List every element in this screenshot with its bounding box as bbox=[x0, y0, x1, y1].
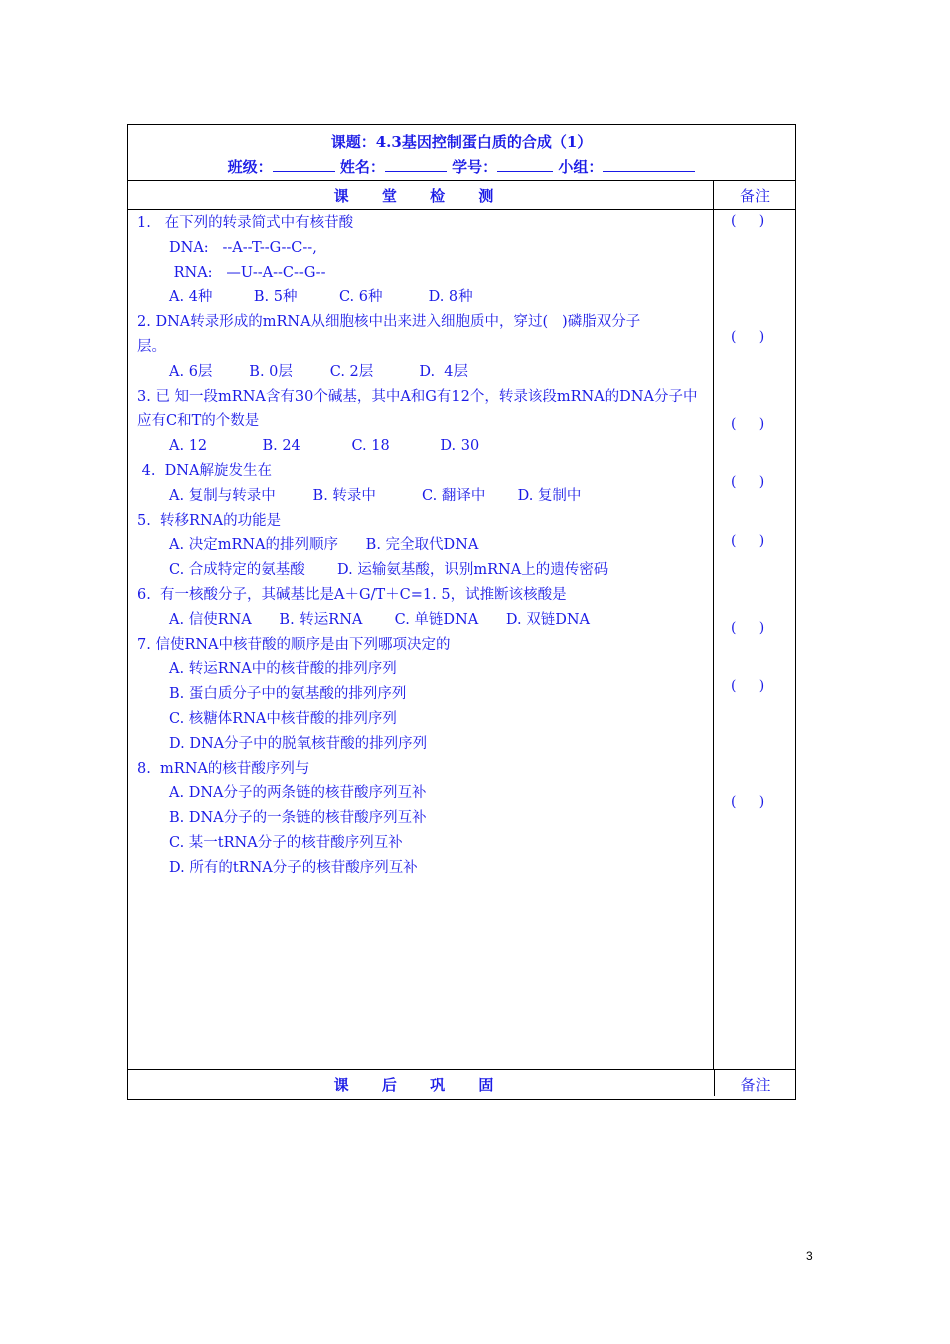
class-label: 班级： bbox=[227, 158, 273, 176]
notes-header: 备注 bbox=[714, 1070, 796, 1096]
section-title-classroom: 课 堂 检 测 bbox=[333, 187, 508, 205]
answer-option: A. DNA分子的两条链的核苷酸序列互补 bbox=[169, 785, 427, 802]
answer-option: D. 所有的tRNA分子的核苷酸序列互补 bbox=[169, 859, 418, 876]
divider bbox=[128, 1069, 795, 1070]
answer-option: B. 蛋白质分子中的氨基酸的排列序列 bbox=[169, 686, 407, 703]
answer-option: A. 转运RNA中的核苷酸的排列序列 bbox=[169, 661, 397, 678]
question-4 bbox=[137, 459, 712, 509]
column-divider bbox=[713, 180, 714, 1070]
answer-blank-7[interactable]: ( ) bbox=[731, 678, 765, 694]
class-blank[interactable] bbox=[273, 157, 335, 172]
answer-blank-4[interactable]: ( ) bbox=[731, 474, 765, 490]
answer-options: A. 4种 B. 5种 C. 6种 D. 8种 bbox=[169, 289, 473, 306]
question-3 bbox=[137, 385, 712, 459]
question-text: 层。 bbox=[137, 338, 166, 355]
answer-blank-3[interactable]: ( ) bbox=[731, 416, 765, 432]
question-8 bbox=[137, 757, 712, 881]
answer-options: A. 决定mRNA的排列顺序 B. 完全取代DNA bbox=[169, 537, 479, 554]
notes-header: 备注 bbox=[739, 187, 770, 205]
answer-blank-6[interactable]: ( ) bbox=[731, 620, 765, 636]
divider bbox=[128, 209, 795, 210]
answer-options: C. 合成特定的氨基酸 D. 运输氨基酸，识别mRNA上的遗传密码 bbox=[169, 562, 609, 579]
group-label: 小组： bbox=[558, 158, 604, 176]
answer-options: A. 12 B. 24 C. 18 D. 30 bbox=[169, 438, 480, 455]
section-title-after-class: 课 后 巩 固 bbox=[333, 1076, 508, 1094]
question-text: RNA: —U--A--C--G-- bbox=[169, 264, 326, 281]
question-text: DNA: --A--T--G--C--, bbox=[169, 239, 317, 256]
answer-option: B. DNA分子的一条链的核苷酸序列互补 bbox=[169, 810, 427, 827]
id-blank[interactable] bbox=[497, 157, 553, 172]
question-list bbox=[137, 211, 712, 881]
question-text: 2. DNA转录形成的mRNA从细胞核中出来进入细胞质中，穿过( )磷脂双分子 bbox=[137, 314, 641, 331]
answer-options: A. 6层 B. 0层 C. 2层 D. 4层 bbox=[169, 363, 469, 380]
name-blank[interactable] bbox=[385, 157, 447, 172]
question-text: 8. mRNA的核苷酸序列与 bbox=[137, 760, 310, 777]
id-label: 学号： bbox=[452, 158, 498, 176]
page-number: 3 bbox=[806, 1249, 813, 1263]
group-blank[interactable] bbox=[603, 157, 695, 172]
question-text: 7. 信使RNA中核苷酸的顺序是由下列哪项决定的 bbox=[137, 636, 451, 653]
question-text: 4. DNA解旋发生在 bbox=[137, 462, 272, 479]
question-7 bbox=[137, 633, 712, 757]
divider bbox=[128, 180, 795, 181]
question-5 bbox=[137, 509, 712, 583]
page-title: 课题：4.3基因控制蛋白质的合成（1） bbox=[330, 133, 593, 151]
answer-blank-1[interactable]: ( ) bbox=[731, 213, 765, 229]
answer-options: A. 信使RNA B. 转运RNA C. 单链DNA D. 双链DNA bbox=[169, 611, 590, 628]
question-text: 1. 在下列的转录简式中有核苷酸 bbox=[137, 215, 354, 231]
question-6 bbox=[137, 583, 712, 633]
answer-blank-2[interactable]: ( ) bbox=[731, 329, 765, 345]
question-text: 6. 有一核酸分子，其碱基比是A＋G/T＋C=1. 5，试推断该核酸是 bbox=[137, 586, 567, 603]
name-label: 姓名： bbox=[339, 158, 385, 176]
worksheet-table bbox=[127, 124, 796, 1100]
question-1 bbox=[137, 211, 712, 310]
question-2 bbox=[137, 310, 712, 384]
question-text: 应有C和T的个数是 bbox=[137, 413, 260, 430]
answer-option: C. 核糖体RNA中核苷酸的排列序列 bbox=[169, 710, 397, 727]
answer-options: A. 复制与转录中 B. 转录中 C. 翻译中 D. 复制中 bbox=[169, 487, 582, 504]
question-text: 3. 已 知一段mRNA含有30个碱基，其中A和G有12个，转录该段mRNA的DNA分子中 bbox=[137, 388, 698, 405]
question-text: 5. 转移RNA的功能是 bbox=[137, 512, 282, 529]
answer-blank-8[interactable]: ( ) bbox=[731, 794, 765, 810]
answer-blank-5[interactable]: ( ) bbox=[731, 533, 765, 549]
answer-option: D. DNA分子中的脱氧核苷酸的排列序列 bbox=[169, 735, 428, 752]
student-info-line bbox=[128, 156, 795, 177]
answer-option: C. 某一tRNA分子的核苷酸序列互补 bbox=[169, 834, 403, 851]
